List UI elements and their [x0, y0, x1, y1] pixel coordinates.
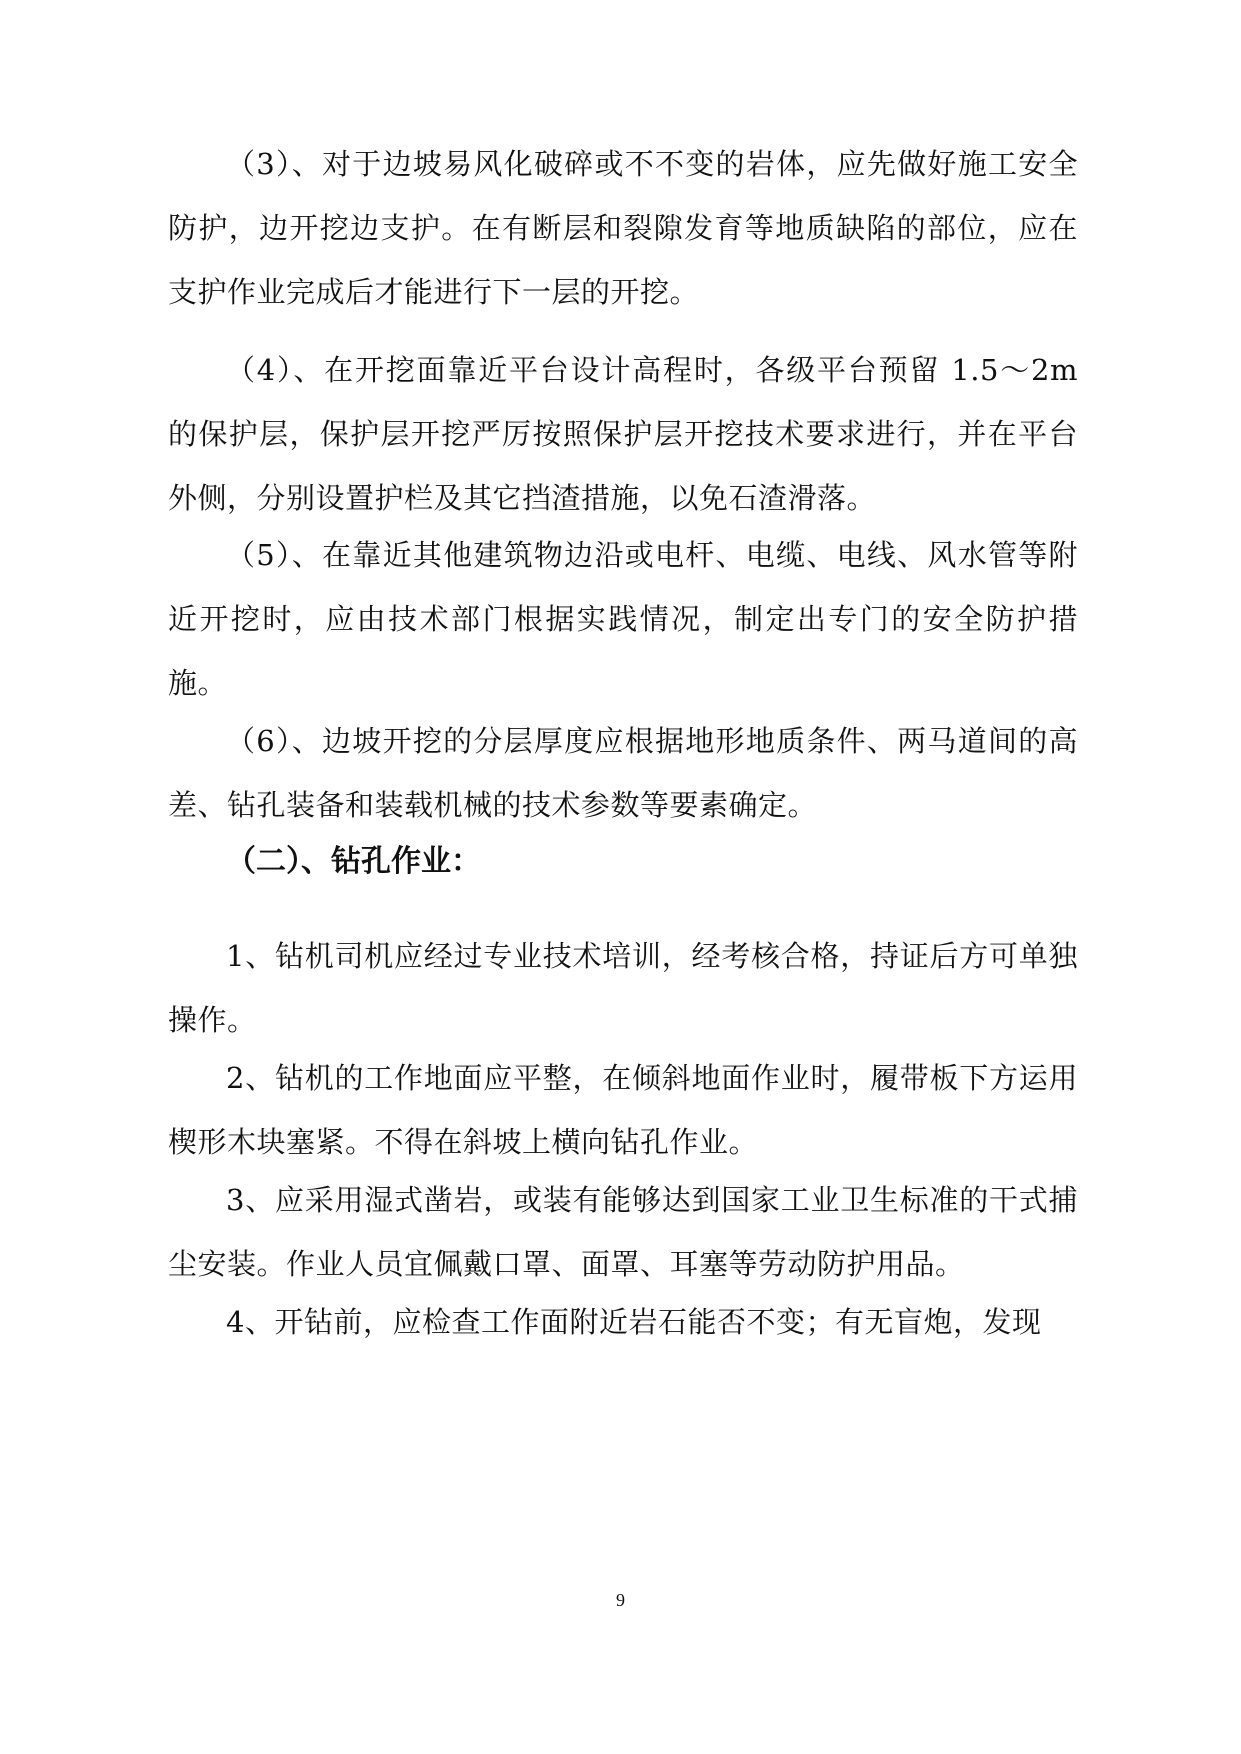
section-heading-drilling: （二）、钻孔作业： — [226, 844, 481, 879]
paragraph-4: （4）、在开挖面靠近平台设计高程时，各级平台预留 1.5～2m 的保护层，保护层开挖严厉按照保护层开挖技术要求进行，并在平台外侧，分别设置护栏及其它挡渣措施，以免石渣滑落。 — [168, 353, 1078, 515]
paragraph-5: （5）、在靠近其他建筑物边沿或电杆、电缆、电线、风水管等附近开挖时，应由技术部门根据实践情况，制定出专门的安全防护措施。 — [168, 538, 1078, 700]
drilling-item-3: 3、应采用湿式凿岩，或装有能够达到国家工业卫生标准的干式捕尘安装。作业人员宜佩戴口罩、面罩、耳塞等劳动防护用品。 — [168, 1183, 1078, 1281]
page-number: 9 — [616, 1590, 625, 1610]
paragraph-6: （6）、边坡开挖的分层厚度应根据地形地质条件、两马道间的高差、钻孔装备和装载机械的技术参数等要素确定。 — [168, 724, 1078, 822]
drilling-item-4: 4、开钻前，应检查工作面附近岩石能否不变；有无盲炮，发现 — [226, 1305, 1042, 1339]
drilling-item-1: 1、钻机司机应经过专业技术培训，经考核合格，持证后方可单独操作。 — [168, 939, 1078, 1037]
drilling-item-2: 2、钻机的工作地面应平整，在倾斜地面作业时，履带板下方运用楔形木块塞紧。不得在斜坡上横向钻孔作业。 — [168, 1061, 1078, 1159]
paragraph-3: （3）、对于边坡易风化破碎或不不变的岩体，应先做好施工安全防护，边开挖边支护。在有断层和裂隙发育等地质缺陷的部位，应在支护作业完成后才能进行下一层的开挖。 — [168, 147, 1078, 309]
